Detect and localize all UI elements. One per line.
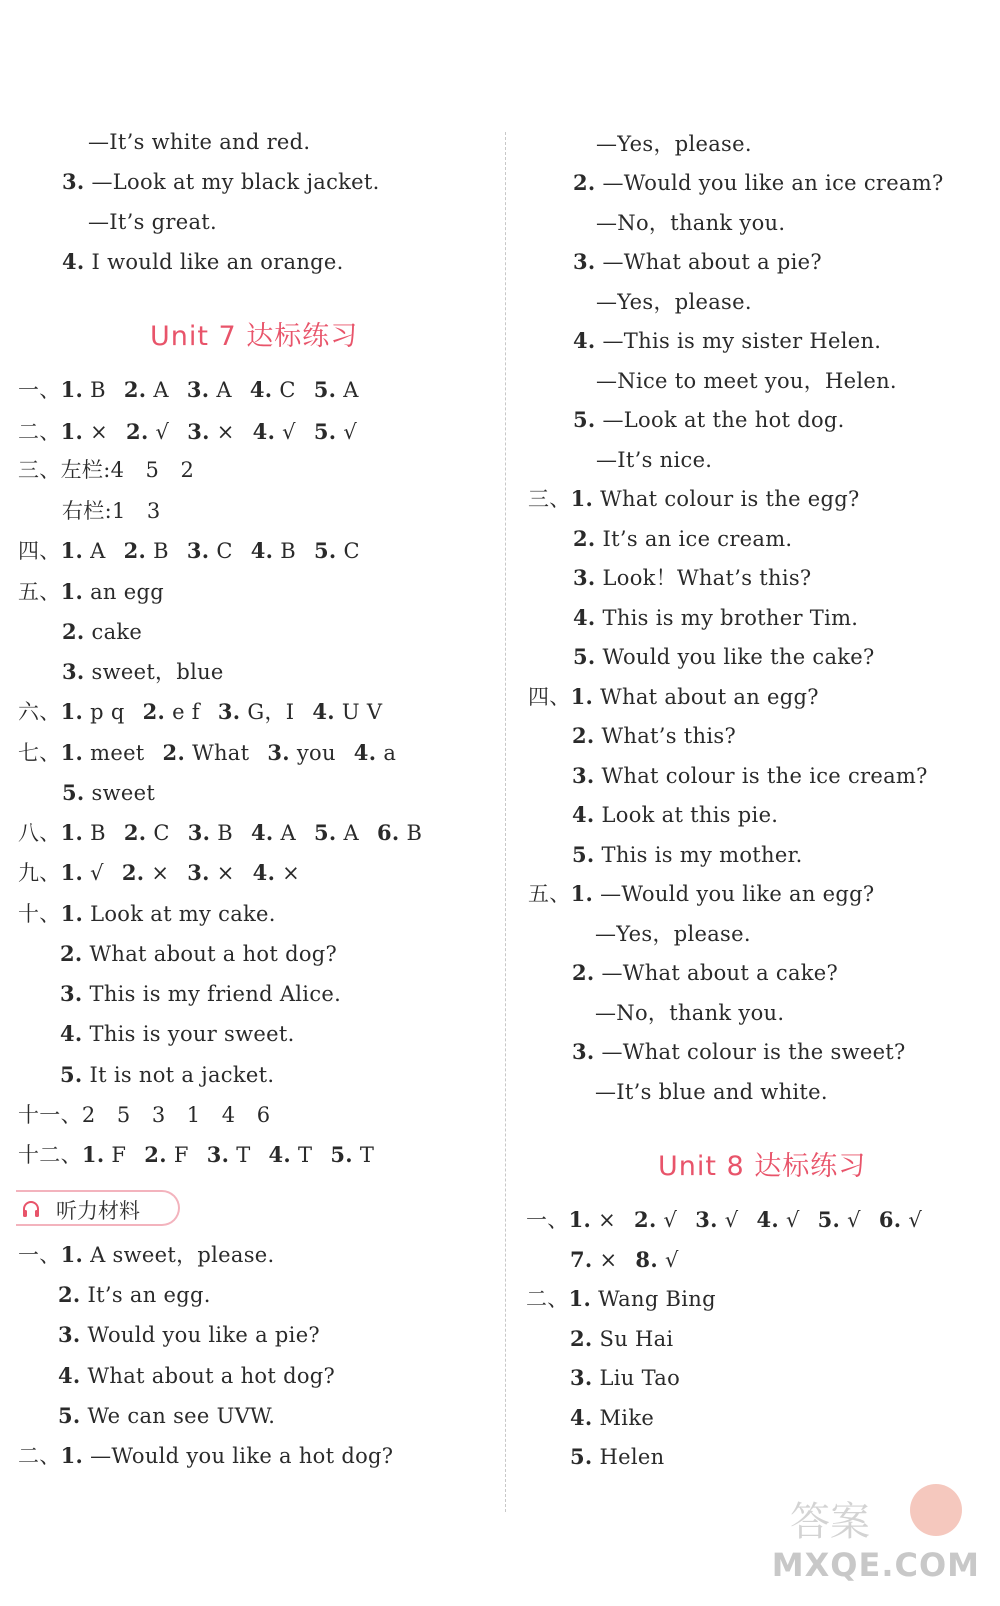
answer-line: 十一、2 5 3 1 4 6: [18, 1103, 271, 1127]
answer-line: 2. cake: [62, 619, 143, 644]
item-number: 5.: [330, 1142, 353, 1167]
item-answer: √: [908, 1208, 923, 1232]
answer-line: 2. It’s an egg.: [58, 1282, 211, 1307]
item-number: 2.: [123, 377, 147, 402]
item-answer: ×: [599, 1248, 618, 1272]
answer-line: 5. —Look at the hot dog.: [573, 407, 845, 432]
item-answer: p q: [90, 700, 125, 724]
item-answer: C: [343, 539, 360, 563]
site-watermark: [771, 1478, 980, 1588]
item-number: 1.: [60, 699, 84, 724]
answer-line: —It’s great.: [88, 210, 218, 234]
item-number: 2.: [123, 820, 147, 845]
section-prefix: 十二、: [18, 1143, 82, 1167]
item-number: 2.: [144, 1142, 167, 1167]
item-answer: A: [343, 378, 359, 402]
answer-line: 4. This is my brother Tim.: [573, 605, 859, 630]
answer-line: 二、1. —Would you like a hot dog?: [18, 1443, 394, 1468]
item-answer: e f: [172, 700, 200, 724]
item-number: 2.: [634, 1207, 657, 1232]
item-number: 4.: [353, 740, 377, 765]
answer-line: 一、1. A sweet，please.: [18, 1242, 275, 1267]
item-number: 4.: [756, 1207, 779, 1232]
answer-line: 四、1. What about an egg?: [528, 684, 819, 709]
item-answer: U V: [341, 700, 383, 724]
answer-line: 5. sweet: [62, 780, 156, 805]
item-answer: T: [298, 1143, 313, 1167]
answer-line: 五、1. an egg: [18, 579, 164, 604]
item-answer: T: [359, 1143, 375, 1167]
answer-line: 2. —What about a cake?: [572, 960, 839, 985]
answer-line: 3. —What about a pie?: [573, 249, 822, 274]
item-answer: √: [343, 420, 358, 444]
answer-row: [526, 1206, 922, 1234]
item-number: 1.: [60, 419, 84, 444]
item-number: 4.: [252, 419, 276, 444]
item-number: 3.: [187, 419, 210, 444]
item-number: 1.: [60, 820, 84, 845]
answer-line: —It’s white and red.: [88, 130, 311, 154]
item-answer: √: [664, 1248, 679, 1272]
item-number: 4.: [251, 820, 274, 845]
item-answer: A: [343, 821, 359, 845]
section-prefix: 九、: [18, 861, 61, 885]
answer-line: 右栏:1 3: [62, 499, 161, 523]
answer-row: [18, 739, 396, 767]
item-number: 1.: [60, 860, 84, 885]
section-prefix: 六、: [18, 700, 61, 724]
item-answer: ×: [216, 420, 235, 444]
item-answer: √: [282, 420, 296, 444]
item-number: 3.: [267, 740, 290, 765]
listening-material-tab: [16, 1190, 180, 1226]
answer-line: 3. sweet，blue: [62, 659, 224, 684]
item-answer: G，I: [247, 700, 295, 724]
unit8-heading: Unit 8 达标练习: [658, 1151, 867, 1182]
answer-line: —Yes，please.: [595, 922, 751, 946]
item-number: 5.: [817, 1207, 841, 1232]
item-answer: ×: [216, 861, 235, 885]
answer-line: 二、1. Wang Bing: [526, 1286, 716, 1311]
answer-line: —Yes，please.: [596, 132, 752, 156]
answer-row: [18, 1141, 374, 1169]
item-number: 3.: [695, 1207, 718, 1232]
item-answer: A: [280, 821, 296, 845]
item-answer: B: [90, 378, 106, 402]
section-prefix: 一、: [526, 1208, 569, 1232]
item-answer: √: [155, 420, 170, 444]
item-number: 1.: [60, 377, 84, 402]
item-answer: C: [216, 539, 233, 563]
answer-line: 三、左栏:4 5 2: [18, 458, 195, 482]
item-number: 4.: [252, 860, 276, 885]
item-number: 5.: [313, 820, 337, 845]
section-prefix: 二、: [18, 420, 61, 444]
item-number: 3.: [206, 1142, 230, 1167]
item-answer: A: [153, 378, 169, 402]
item-number: 1.: [60, 740, 84, 765]
item-answer: B: [280, 539, 296, 563]
section-prefix: 八、: [18, 821, 61, 845]
answer-line: 3. —Look at my black jacket.: [62, 169, 380, 194]
watermark-chars: 答案: [790, 1499, 870, 1545]
answer-line: 4. What about a hot dog?: [58, 1363, 336, 1388]
item-number: 2.: [142, 699, 166, 724]
answer-row: [18, 376, 359, 404]
item-answer: F: [173, 1143, 189, 1167]
item-answer: √: [90, 861, 104, 885]
item-answer: B: [217, 821, 233, 845]
watermark-seal-icon: [910, 1484, 962, 1536]
item-answer: ×: [598, 1208, 617, 1232]
answer-line: —Yes，please.: [596, 290, 752, 314]
item-answer: F: [111, 1143, 127, 1167]
headphones-icon: [22, 1200, 40, 1218]
answer-line: 4. —This is my sister Helen.: [573, 328, 882, 353]
item-number: 5.: [313, 419, 337, 444]
item-answer: What: [192, 741, 250, 765]
answer-line: 五、1. —Would you like an egg?: [528, 881, 875, 906]
item-number: 4.: [268, 1142, 292, 1167]
item-number: 4.: [250, 538, 274, 563]
answer-line: 5. This is my mother.: [572, 842, 803, 867]
answer-line: 4. This is your sweet.: [60, 1021, 295, 1046]
item-number: 3.: [186, 538, 210, 563]
item-number: 3.: [186, 377, 210, 402]
item-number: 2.: [123, 538, 147, 563]
answer-line: 3. What colour is the ice cream?: [572, 763, 928, 788]
answer-line: 3. —What colour is the sweet?: [572, 1039, 906, 1064]
item-number: 4.: [249, 377, 273, 402]
item-answer: √: [785, 1208, 800, 1232]
answer-line: —No，thank you.: [596, 211, 786, 235]
answer-row: [18, 859, 300, 887]
unit7-heading: Unit 7 达标练习: [150, 321, 359, 352]
answer-line: —Nice to meet you，Helen.: [596, 369, 897, 393]
answer-line: 2. —Would you like an ice cream?: [573, 170, 944, 195]
answer-line: 4. I would like an orange.: [62, 249, 344, 274]
answer-line: 2. What’s this?: [572, 723, 737, 748]
item-answer: you: [296, 741, 336, 765]
answer-line: —It’s blue and white.: [595, 1080, 828, 1104]
answer-line: 2. It’s an ice cream.: [573, 526, 793, 551]
item-answer: B: [90, 821, 106, 845]
item-answer: ×: [282, 861, 301, 885]
item-answer: B: [153, 539, 169, 563]
watermark-site: MXQE.COM: [771, 1546, 980, 1584]
answer-line: 3. Liu Tao: [570, 1365, 681, 1390]
column-divider: [505, 132, 506, 1512]
item-answer: √: [847, 1208, 861, 1232]
item-answer: a: [383, 741, 397, 765]
item-number: 5.: [313, 538, 337, 563]
item-number: 3.: [187, 860, 210, 885]
listening-material-label: 听力材料: [56, 1199, 140, 1223]
section-prefix: 一、: [18, 378, 61, 402]
answer-line: 4. Look at this pie.: [572, 802, 779, 827]
answer-row: [18, 698, 382, 726]
answer-row: [18, 537, 360, 565]
answer-line: 3. Look！What’s this?: [573, 565, 812, 590]
item-answer: C: [279, 378, 296, 402]
answer-line: 十、1. Look at my cake.: [18, 901, 276, 926]
answer-line: 2. What about a hot dog?: [60, 941, 338, 966]
item-number: 2.: [126, 419, 149, 444]
item-number: 7.: [570, 1247, 593, 1272]
section-prefix: 四、: [18, 539, 61, 563]
item-number: 5.: [313, 377, 337, 402]
answer-line: 3. Would you like a pie?: [58, 1322, 320, 1347]
item-number: 6.: [376, 820, 400, 845]
item-number: 2.: [121, 860, 145, 885]
answer-line: 5. Helen: [570, 1444, 665, 1469]
answer-line: —No，thank you.: [595, 1001, 785, 1025]
answer-row: [18, 418, 357, 446]
answer-line: 三、1. What colour is the egg?: [528, 486, 860, 511]
item-number: 8.: [635, 1247, 658, 1272]
item-number: 4.: [312, 699, 335, 724]
item-number: 6.: [878, 1207, 902, 1232]
answer-line: 4. Mike: [570, 1405, 655, 1430]
item-answer: meet: [90, 741, 145, 765]
item-answer: C: [153, 821, 170, 845]
item-answer: A: [90, 539, 106, 563]
item-number: 1.: [60, 538, 84, 563]
item-answer: A: [216, 378, 232, 402]
item-answer: B: [406, 821, 423, 845]
answer-row: [570, 1246, 679, 1274]
answer-line: 2. Su Hai: [570, 1326, 674, 1351]
section-prefix: 七、: [18, 741, 61, 765]
answer-line: —It’s nice.: [596, 448, 713, 472]
answer-line: 3. This is my friend Alice.: [60, 981, 342, 1006]
item-number: 2.: [162, 740, 186, 765]
answer-line: 5. It is not a jacket.: [60, 1062, 275, 1087]
item-number: 1.: [568, 1207, 592, 1232]
item-number: 1.: [81, 1142, 105, 1167]
answer-row: [18, 819, 422, 847]
item-answer: √: [663, 1208, 678, 1232]
item-answer: ×: [90, 420, 109, 444]
item-answer: √: [724, 1208, 739, 1232]
item-number: 3.: [217, 699, 241, 724]
answer-line: 5. Would you like the cake?: [573, 644, 875, 669]
item-number: 3.: [187, 820, 211, 845]
item-answer: T: [236, 1143, 251, 1167]
answer-line: 5. We can see UVW.: [58, 1403, 276, 1428]
item-answer: ×: [151, 861, 170, 885]
